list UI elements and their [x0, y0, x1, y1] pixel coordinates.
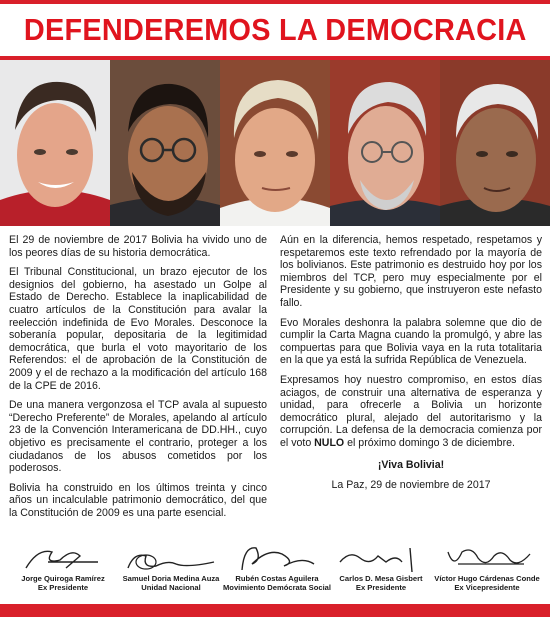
paragraph [280, 374, 542, 450]
portrait-strip [0, 60, 550, 226]
signer-name: Samuel Doria Medina Auza [122, 574, 220, 583]
portrait-5 [440, 60, 550, 226]
signer-name: Víctor Hugo Cárdenas Conde [434, 574, 540, 583]
signer-name: Carlos D. Mesa Gisbert [339, 574, 423, 583]
headline-text: DEFENDEREMOS LA DEMOCRACIA [23, 12, 527, 47]
portrait-1 [0, 60, 110, 226]
signature-block [322, 542, 440, 592]
handwritten-signature [116, 542, 226, 574]
text-run: Expresamos hoy nuestro compromiso, en estos días aciagos, de construir una alternativa de esperanza y unidad, para ofrecerle a Bolivia un horizonte democrático plural, alejado del autoritarismo y la corrupción. La defensa de la democracia comienza por el voto [280, 373, 542, 449]
signer-role: Ex Presidente [355, 583, 407, 592]
handwritten-signature [326, 542, 436, 574]
paragraph: Aún en la diferencia, hemos respetado, respetamos y respetaremos este texto refrendado por la mayoría de los bolivianos. Este patrimonio es destruido hoy por los miembros del TCP, pero muy especialmente por el Presidente y su gobierno, que instruyeron este nefasto fallo. [280, 234, 542, 309]
signature-row [0, 542, 550, 602]
signature-block [218, 542, 336, 592]
portrait-4 [330, 60, 440, 226]
text-run: el próximo domingo 3 de diciembre. [344, 436, 515, 449]
paragraph: El Tribunal Constitucional, un brazo ejecutor de los designios del gobierno, ha asestado un Golpe al Estado de Derecho. Establece la inaplicabilidad de cuatro artículos de la Constitución para avalar la reelección indefinida de Evo Morales. Desconoce la soberanía popular, depositaria de la legitimidad democrática, que burla el voto mayoritario de los Referendos: el de aprobación de la Constitución de 2009 y el de rechazo a la modificación del artículo 168 de la CPE de 2016. [9, 266, 267, 392]
paragraph: Evo Morales deshonra la palabra solemne que dio de cumplir la Carta Magna cuando la promulgó, y abre las compuertas para que Bolivia vaya en la ruta totalitaria en la que ya está la sufrida República de Venezuela. [280, 316, 542, 367]
signer-role: Ex Presidente [37, 583, 89, 592]
signature-block [428, 542, 546, 592]
portrait-3 [220, 60, 330, 226]
nulo-emphasis: NULO [314, 436, 345, 449]
right-column [280, 234, 542, 499]
portrait-2 [110, 60, 220, 226]
signer-name: Rubén Costas Aguilera [235, 574, 319, 583]
paragraph: Bolivia ha construido en los últimos treinta y cinco años un incalculable patrimonio democrático, del que la Constitución de 2009 es una parte esencial. [9, 481, 267, 519]
paragraph: De una manera vergonzosa el TCP avala al supuesto “Derecho Preferente” de Morales, apelando al artículo 23 de la Convención Interamericana de DD.HH., cuyo objetivo es precisamente el contrario, proteger a los ciudadanos de los abusos cometidos por los poderosos. [9, 399, 267, 475]
place-date: La Paz, 29 de noviembre de 2017 [331, 479, 491, 492]
signer-role: Ex Vicepresidente [454, 583, 520, 592]
handwritten-signature [222, 542, 332, 574]
bottom-red-bar [0, 604, 550, 617]
signer-role: Unidad Nacional [141, 583, 201, 592]
left-column [9, 234, 267, 526]
slogan: ¡Viva Bolivia! [377, 458, 445, 471]
handwritten-signature [8, 542, 118, 574]
headline-banner [0, 4, 550, 56]
signature-block [4, 542, 122, 592]
handwritten-signature [432, 542, 542, 574]
signature-block [112, 542, 230, 592]
signer-role: Movimiento Demócrata Social [222, 583, 332, 592]
signer-name: Jorge Quiroga Ramírez [21, 574, 105, 583]
paragraph: El 29 de noviembre de 2017 Bolivia ha vivido uno de los peores días de su historia democrática. [9, 234, 267, 259]
